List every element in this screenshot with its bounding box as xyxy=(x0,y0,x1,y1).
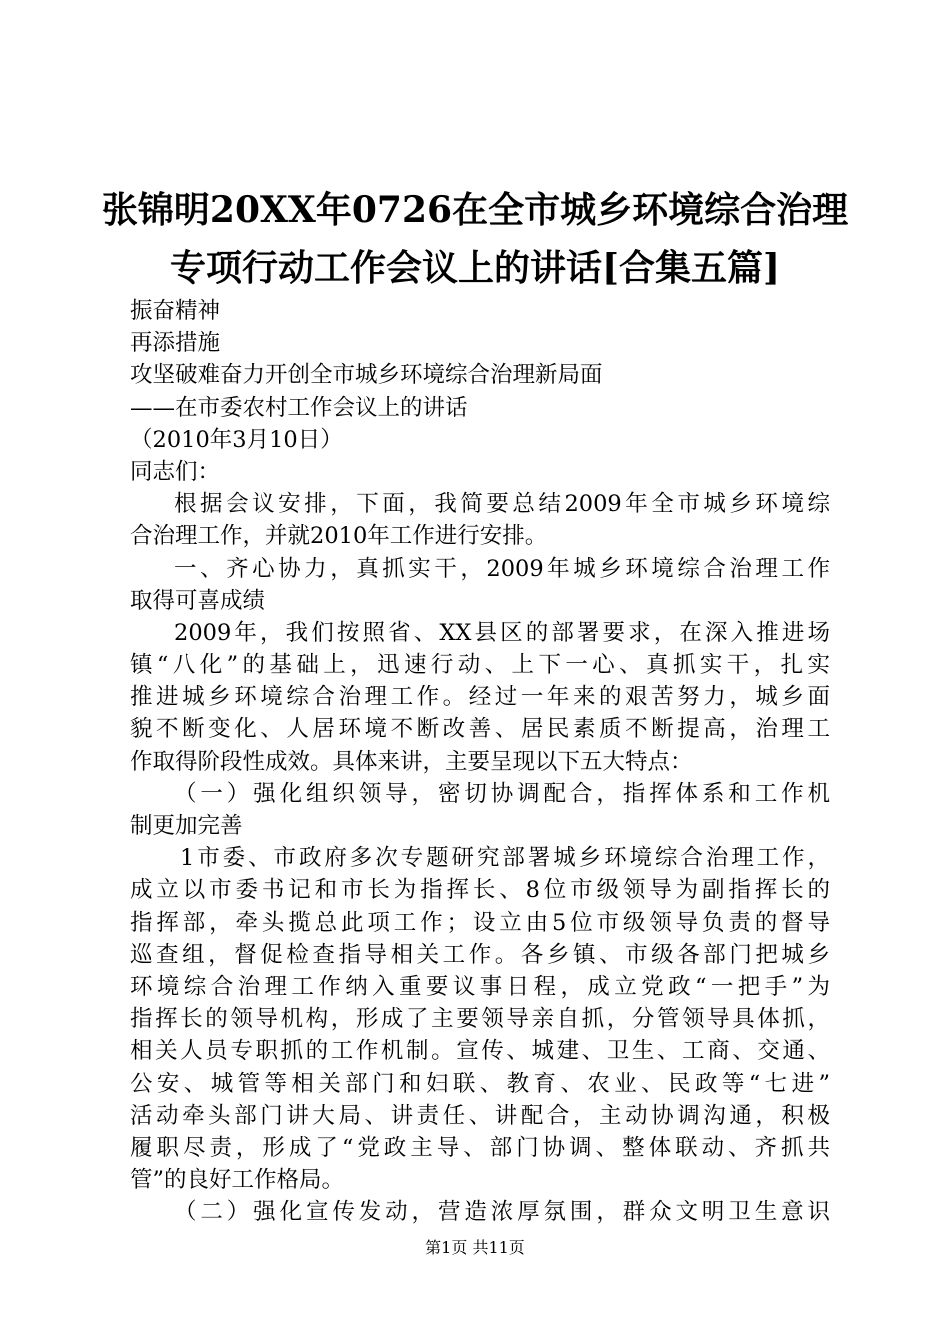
body-line: 一、齐心协力，真抓实干，2009年城乡环境综合治理工作 xyxy=(174,555,830,582)
body-line: 管”的良好工作格局。 xyxy=(130,1167,345,1194)
body-line: 攻坚破难奋力开创全市城乡环境综合治理新局面 xyxy=(130,362,603,389)
page-number-footer: 第1页 共11页 xyxy=(425,1238,525,1257)
body-line: 合治理工作，并就2010年工作进行安排。 xyxy=(130,523,548,550)
body-line: ——在市委农村工作会议上的讲话 xyxy=(130,394,468,421)
document-body xyxy=(130,295,830,1228)
document-title-line-1: 张锦明20XX年0726在全市城乡环境综合治理 xyxy=(101,189,849,231)
body-line: 取得可喜成绩 xyxy=(130,587,266,614)
body-line: 再添措施 xyxy=(130,330,221,357)
body-line: 根据会议安排，下面，我简要总结2009年全市城乡环境综 xyxy=(174,491,830,518)
body-line: 振奋精神 xyxy=(130,298,221,324)
body-line: 相关人员专职抓的工作机制。宣传、城建、卫生、工商、交通、 xyxy=(130,1038,830,1065)
body-line: 成立以市委书记和市长为指挥长、8位市级领导为副指挥长的 xyxy=(130,877,830,904)
body-line: 推进城乡环境综合治理工作。经过一年来的艰苦努力，城乡面 xyxy=(130,684,830,711)
body-line: 2009年，我们按照省、XX县区的部署要求，在深入推进场 xyxy=(174,619,830,646)
body-line: 制更加完善 xyxy=(130,813,243,839)
body-line: 巡查组，督促检查指导相关工作。各乡镇、市级各部门把城乡 xyxy=(130,941,830,968)
body-line: （二）强化宣传发动，营造浓厚氛围，群众文明卫生意识 xyxy=(174,1199,830,1226)
body-line: 指挥长的领导机构，形成了主要领导亲自抓，分管领导具体抓， xyxy=(130,1006,830,1033)
body-line: 镇“八化”的基础上，迅速行动、上下一心、真抓实干，扎实 xyxy=(130,652,830,679)
body-line: 1市委、市政府多次专题研究部署城乡环境综合治理工作， xyxy=(180,845,830,872)
document-title-line-2: 专项行动工作会议上的讲话[合集五篇] xyxy=(169,247,781,289)
body-line: 指挥部，牵头揽总此项工作；设立由5位市级领导负责的督导 xyxy=(130,909,830,936)
body-line: （一）强化组织领导，密切协调配合，指挥体系和工作机 xyxy=(174,780,830,807)
body-line: （2010年3月10日） xyxy=(130,426,343,453)
body-line: 同志们： xyxy=(130,458,221,485)
body-line: 貌不断变化、人居环境不断改善、居民素质不断提高，治理工 xyxy=(130,716,830,743)
body-line: 作取得阶段性成效。具体来讲，主要呈现以下五大特点： xyxy=(130,748,693,775)
body-line: 环境综合治理工作纳入重要议事日程，成立党政“一把手”为 xyxy=(130,973,830,1000)
body-line: 公安、城管等相关部门和妇联、教育、农业、民政等“七进” xyxy=(130,1070,830,1097)
body-line: 履职尽责，形成了“党政主导、部门协调、整体联动、齐抓共 xyxy=(130,1134,830,1161)
body-line: 活动牵头部门讲大局、讲责任、讲配合，主动协调沟通，积极 xyxy=(130,1102,830,1129)
